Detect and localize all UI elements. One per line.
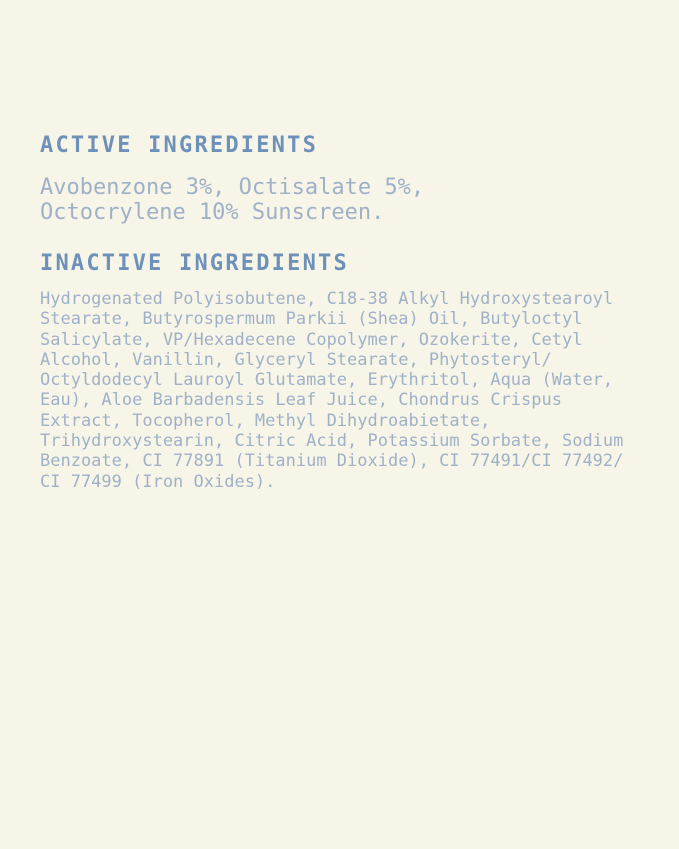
- inactive-ingredients-line: Octyldodecyl Lauroyl Glutamate, Erythritol, Aqua (Water,: [40, 370, 614, 391]
- inactive-ingredients-line: Extract, Tocopherol, Methyl Dihydroabietate,: [40, 410, 491, 431]
- inactive-ingredients-line: Alcohol, Vanillin, Glyceryl Stearate, Phytosteryl/: [40, 349, 552, 370]
- inactive-ingredients-text: [40, 289, 650, 492]
- active-ingredients-line: Avobenzone 3%, Octisalate 5%,: [40, 175, 425, 200]
- inactive-ingredients-heading: INACTIVE INGREDIENTS: [40, 251, 349, 276]
- inactive-ingredients-line: Salicylate, VP/Hexadecene Copolymer, Ozokerite, Cetyl: [40, 329, 583, 350]
- active-ingredients-text: [40, 175, 650, 225]
- inactive-ingredients-line: Trihydroxystearin, Citric Acid, Potassium Sorbate, Sodium: [40, 431, 624, 452]
- inactive-ingredients-line: Stearate, Butyrospermum Parkii (Shea) Oil, Butyloctyl: [40, 309, 583, 330]
- active-ingredients-heading: ACTIVE INGREDIENTS: [40, 133, 319, 158]
- inactive-ingredients-line: CI 77499 (Iron Oxides).: [40, 471, 276, 492]
- inactive-ingredients-line: Benzoate, CI 77891 (Titanium Dioxide), CI 77491/CI 77492/: [40, 451, 624, 472]
- inactive-ingredients-line: Eau), Aloe Barbadensis Leaf Juice, Chondrus Crispus: [40, 390, 562, 411]
- inactive-ingredients-line: Hydrogenated Polyisobutene, C18-38 Alkyl Hydroxystearoyl: [40, 289, 614, 309]
- active-ingredients-line: Octocrylene 10% Sunscreen.: [40, 200, 385, 225]
- ingredient-label-panel: [40, 134, 650, 492]
